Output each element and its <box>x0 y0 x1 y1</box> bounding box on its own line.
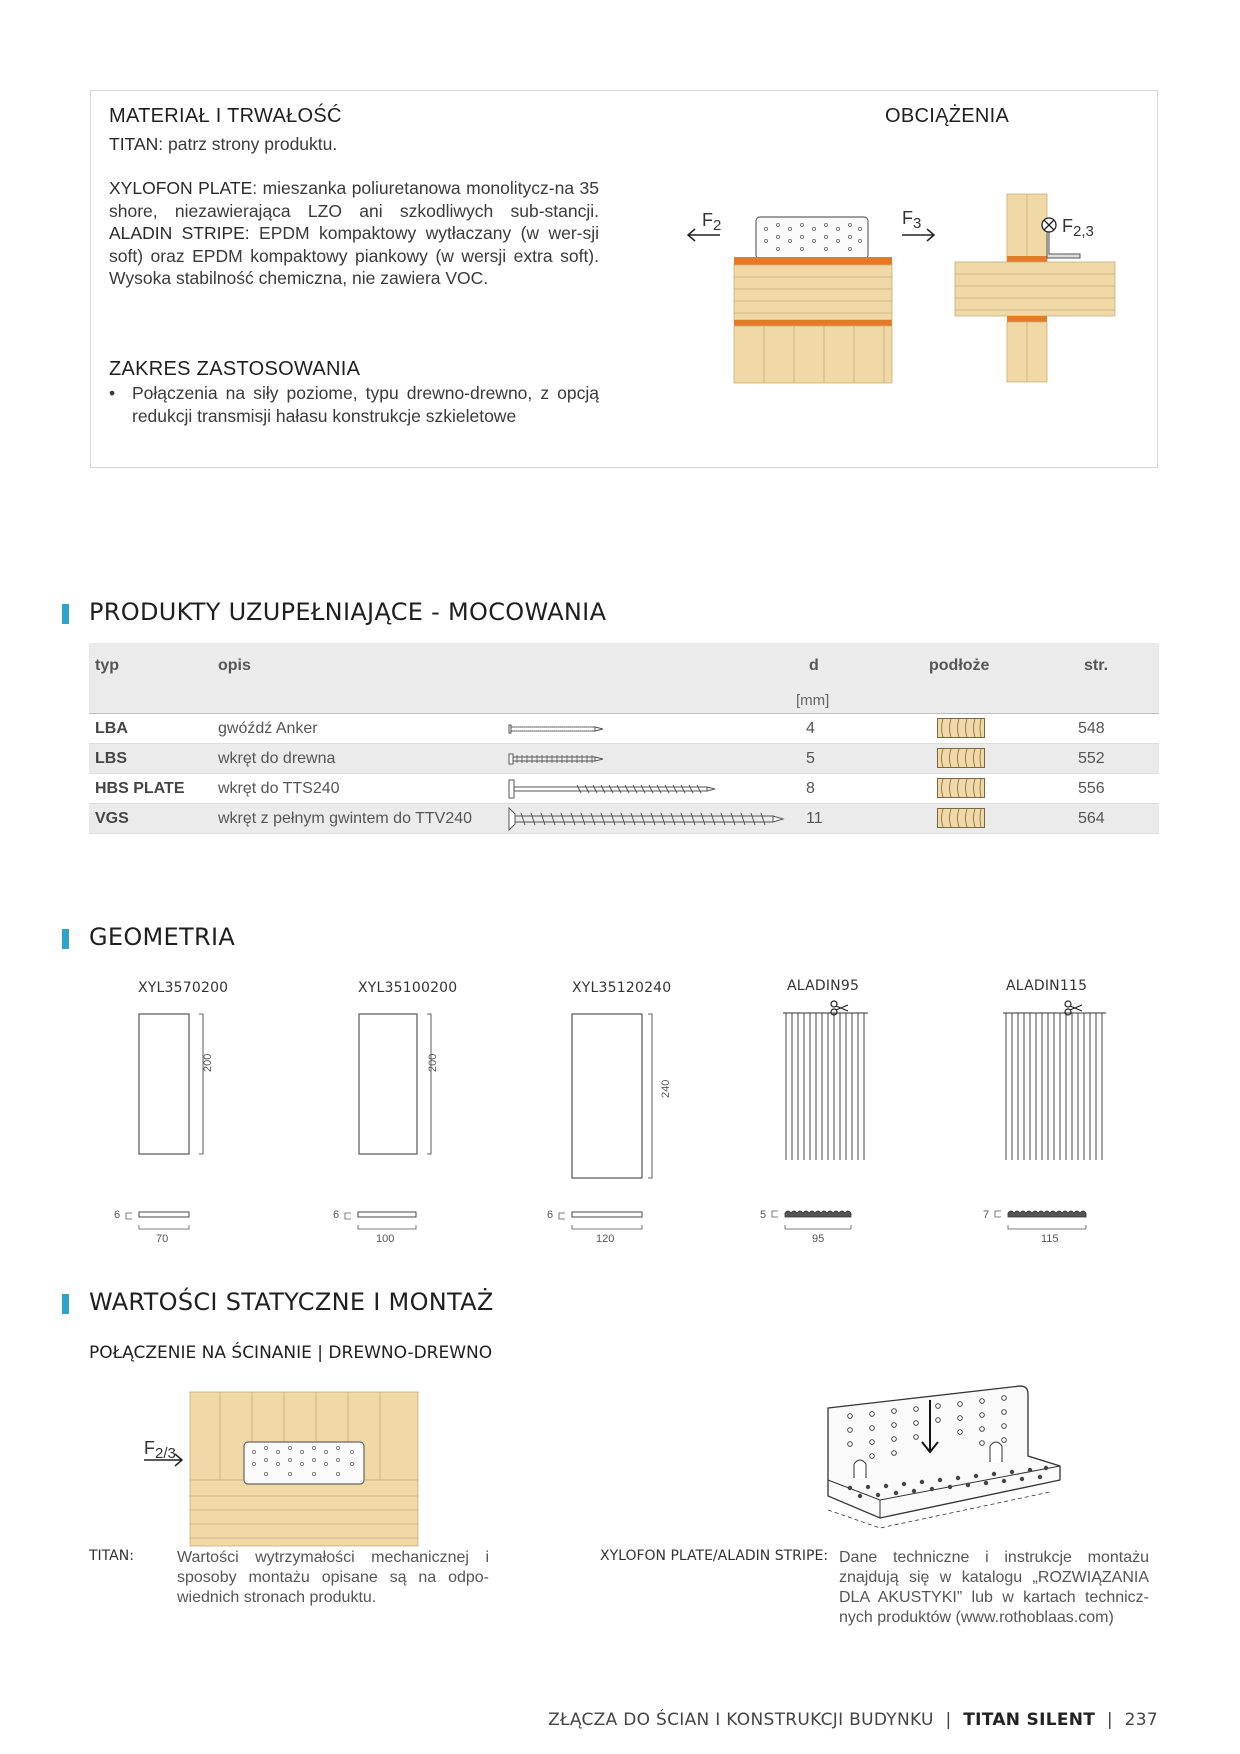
titan-bracket-3d-drawing <box>820 1380 1070 1530</box>
row-page: 564 <box>1078 810 1105 827</box>
titan-material-text <box>109 133 599 156</box>
hbs-plate-screw-icon <box>507 778 717 800</box>
header-desc: opis <box>218 657 251 674</box>
loads-heading: OBCIĄŻENIA <box>885 105 1010 127</box>
f3-label: $F_3$ <box>902 208 922 232</box>
row-desc: gwóźdź Anker <box>218 720 318 737</box>
row-type: LBS <box>95 750 127 767</box>
page-footer <box>548 1710 1158 1730</box>
wood-substrate-icon <box>937 748 985 768</box>
header-page: str. <box>1084 657 1109 674</box>
row-type: HBS PLATE <box>95 780 185 797</box>
plate-front-drawing <box>135 1010 215 1160</box>
geometry-item-name: XYL3570200 <box>138 980 229 996</box>
scissors-icon <box>1064 1000 1084 1016</box>
width-dim: 70 <box>156 1233 169 1245</box>
row-desc: wkręt do drewna <box>218 750 336 767</box>
f23-label: $F_{2,3}$ <box>1062 216 1094 240</box>
material-heading: MATERIAŁ I TRWAŁOŚĆ <box>109 105 342 127</box>
thickness-dim: 7 <box>983 1209 990 1221</box>
wood-substrate-icon <box>937 718 985 738</box>
section-marker <box>62 604 69 624</box>
geometry-item-name: XYL35100200 <box>358 980 458 996</box>
titan-note-text: Wartości wytrzymałości mechanicznej i sposoby montażu opisane są na odpo-wiednich stronach produktu. <box>177 1549 489 1606</box>
shear-connection-drawing <box>140 1390 430 1550</box>
row-page: 556 <box>1078 780 1105 797</box>
footer-product: TITAN SILENT <box>963 1710 1096 1730</box>
header-type: typ <box>95 657 119 674</box>
row-d: 8 <box>806 780 815 797</box>
stripe-front-drawing <box>1000 1005 1110 1165</box>
footer-separator: | <box>1106 1710 1113 1730</box>
application-heading: ZAKRES ZASTOSOWANIA <box>109 358 361 380</box>
titan-label: TITAN <box>109 134 159 154</box>
wood-screw-icon <box>507 751 607 767</box>
thickness-dim: 6 <box>114 1209 121 1221</box>
width-dim: 100 <box>376 1233 395 1245</box>
titan-material: : patrz strony produktu. <box>158 134 338 154</box>
geometry-item-name: XYL35120240 <box>572 980 672 996</box>
xylofon-note-text: Dane techniczne i instrukcje montażu znajdują się w katalogu „ROZWIĄZANIA DLA AKUSTYKI” lub w kartach technicz-nych produktów (www.rothoblaas.com) <box>839 1549 1149 1626</box>
stripe-front-drawing <box>780 1005 870 1165</box>
footer-page-number: 237 <box>1124 1710 1158 1730</box>
stripe-section-drawing <box>991 1205 1101 1235</box>
geometry-title: GEOMETRIA <box>89 923 236 951</box>
static-title: WARTOŚCI STATYCZNE I MONTAŻ <box>89 1288 494 1316</box>
table-row <box>89 714 1159 744</box>
titan-note-label: TITAN: <box>89 1548 134 1564</box>
xylofon-material: : mieszanka poliuretanowa monolitycz-na 35 shore, niezawierająca LZO ani szkodliwych sub-stancji. <box>109 178 600 221</box>
row-d: 5 <box>806 750 815 767</box>
plate-front-drawing <box>355 1010 435 1160</box>
height-dim: 200 <box>202 1053 214 1072</box>
wood-substrate-icon <box>937 808 985 828</box>
shear-force-label: $F_{2/3}$ <box>144 1438 176 1462</box>
plate-front-drawing <box>568 1010 658 1180</box>
xylofon-note-label: XYLOFON PLATE/ALADIN STRIPE: <box>600 1548 829 1564</box>
row-d: 4 <box>806 720 815 737</box>
stripe-section-drawing <box>768 1205 868 1235</box>
thickness-dim: 6 <box>333 1209 340 1221</box>
aladin-material: EPDM kompaktowy wytłaczany (w wer-sji soft) oraz EPDM kompaktowy piankowy (w wersji extra soft). Wysoka stabilność chemiczna, nie zawiera VOC. <box>109 223 599 288</box>
footer-section: ZŁĄCZA DO ŚCIAN I KONSTRUKCJI BUDYNKU <box>548 1710 934 1730</box>
table-row <box>89 804 1159 834</box>
header-d-unit: [mm] <box>796 692 830 709</box>
row-desc: wkręt z pełnym gwintem do TTV240 <box>218 810 473 827</box>
width-dim: 120 <box>596 1233 615 1245</box>
scissors-icon <box>830 1000 850 1016</box>
row-page: 552 <box>1078 750 1105 767</box>
bullet-dot: • <box>109 383 116 403</box>
thickness-dim: 6 <box>547 1209 554 1221</box>
loads-diagram-side <box>950 190 1120 390</box>
row-type: VGS <box>95 810 129 827</box>
header-substrate: podłoże <box>929 657 990 674</box>
force-into-page-icon <box>1042 218 1056 232</box>
geometry-item-name: ALADIN115 <box>1006 978 1088 994</box>
fastenings-title: PRODUKTY UZUPEŁNIAJĄCE - MOCOWANIA <box>89 598 607 626</box>
height-dim: 200 <box>427 1053 439 1072</box>
full-thread-screw-icon <box>507 806 787 832</box>
thickness-dim: 5 <box>760 1209 767 1221</box>
wood-substrate-icon <box>937 778 985 798</box>
header-d: d <box>809 657 819 674</box>
aladin-label: ALADIN STRIPE: <box>109 223 250 243</box>
application-bullet <box>109 382 599 427</box>
xylofon-label: XYLOFON PLATE <box>109 178 253 198</box>
xylofon-material-text <box>109 177 599 290</box>
row-d: 11 <box>806 810 823 827</box>
table-row <box>89 744 1159 774</box>
row-desc: wkręt do TTS240 <box>218 780 340 797</box>
section-marker <box>62 1294 69 1314</box>
height-dim: 240 <box>660 1079 672 1098</box>
row-type: LBA <box>95 720 128 737</box>
static-subtitle: POŁĄCZENIE NA ŚCINANIE | DREWNO-DREWNO <box>89 1343 493 1363</box>
geometry-item-name: ALADIN95 <box>787 978 860 994</box>
section-marker <box>62 929 69 949</box>
nail-icon <box>507 721 607 737</box>
footer-separator: | <box>945 1710 952 1730</box>
table-row <box>89 774 1159 804</box>
width-dim: 115 <box>1041 1233 1059 1245</box>
table-header <box>89 643 1159 714</box>
f2-label: $F_2$ <box>702 210 722 234</box>
width-dim: 95 <box>812 1233 825 1245</box>
application-bullet-text: Połączenia na siły poziome, typu drewno-drewno, z opcją redukcji transmisji hałasu konstrukcje szkieletowe <box>132 383 599 426</box>
row-page: 548 <box>1078 720 1105 737</box>
